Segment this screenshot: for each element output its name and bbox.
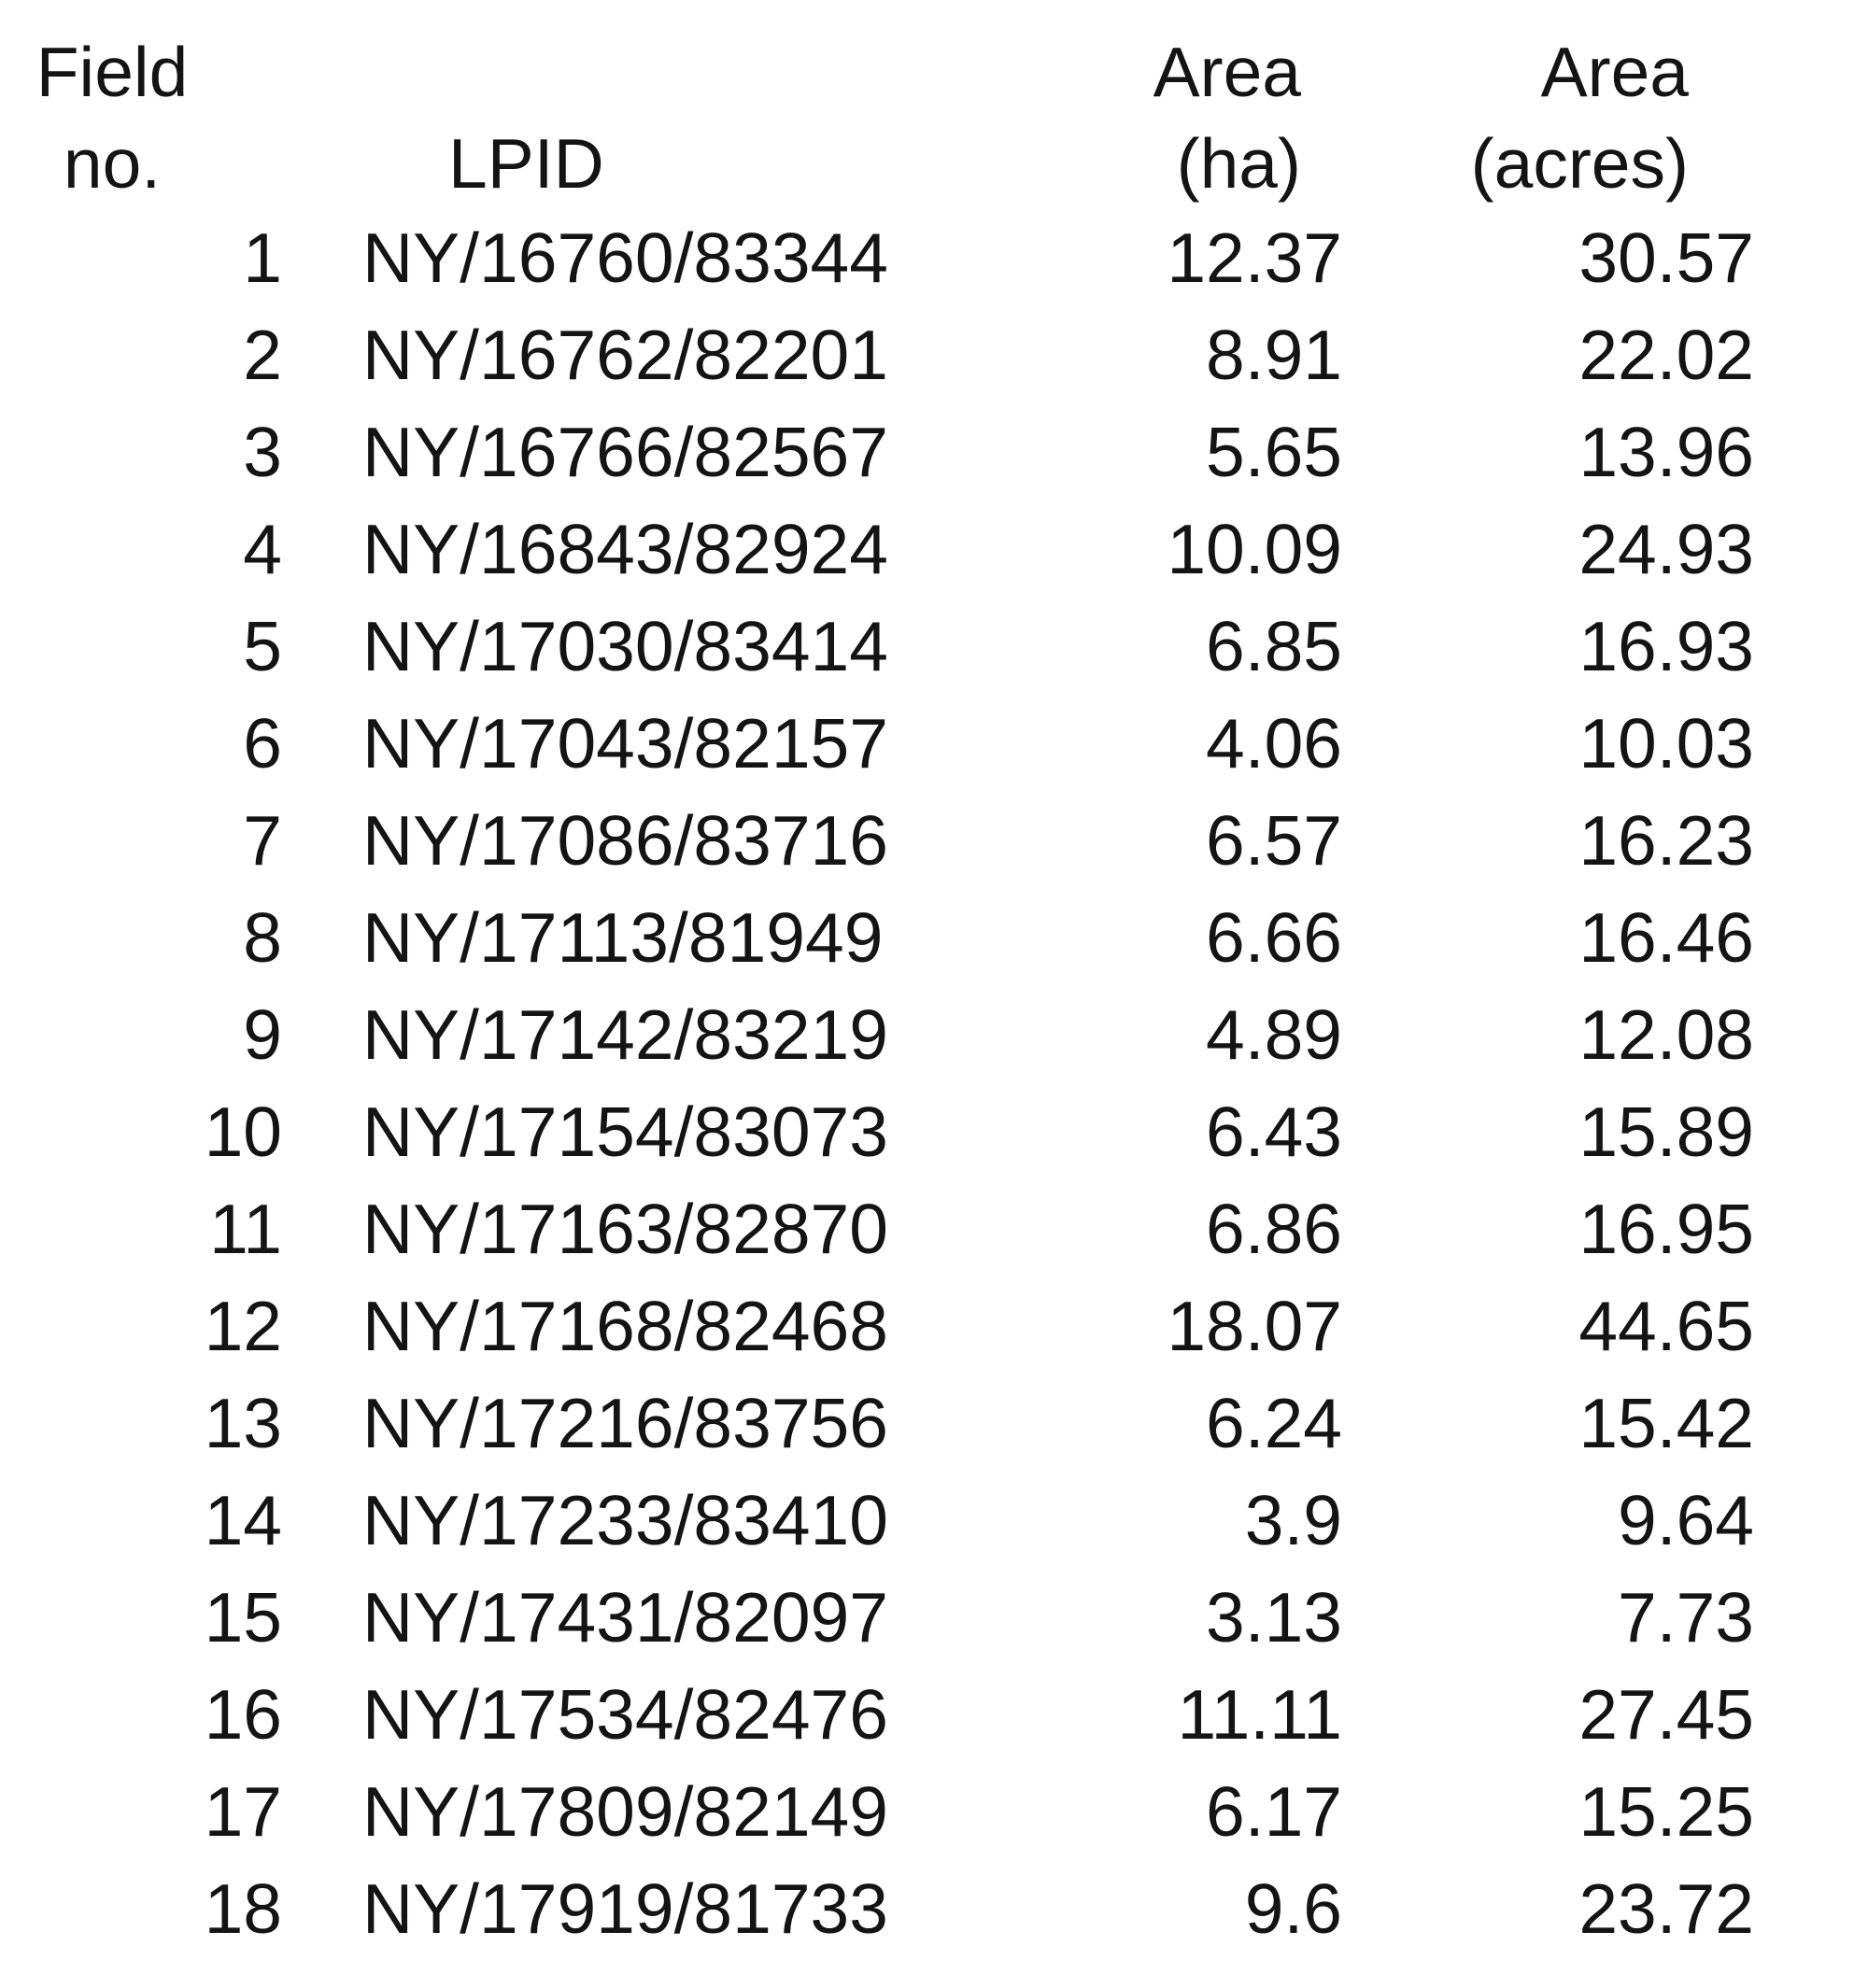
row-spacer — [1765, 501, 1868, 598]
area-ha-cell: 6.85 — [1206, 607, 1342, 685]
table-row — [0, 889, 1868, 986]
area-acres-cell: 24.93 — [1578, 510, 1754, 588]
lpid-cell: NY/17809/82149 — [362, 1772, 888, 1851]
row-spacer — [1765, 889, 1868, 986]
table-body — [0, 209, 1868, 1957]
field-no-cell: 7 — [243, 801, 282, 880]
lpid-cell: NY/17919/81733 — [362, 1869, 888, 1948]
row-spacer — [1765, 1666, 1868, 1763]
field-no-cell: 13 — [204, 1384, 282, 1462]
table-row — [0, 1569, 1868, 1666]
lpid-cell: NY/17113/81949 — [362, 898, 884, 977]
lpid-cell: NY/17030/83414 — [362, 607, 888, 685]
lpid-cell: NY/17086/83716 — [362, 801, 888, 880]
header-row — [0, 26, 1868, 209]
row-spacer — [1765, 792, 1868, 889]
field-no-cell: 11 — [209, 1190, 282, 1268]
area-acres-cell: 16.23 — [1578, 801, 1754, 880]
table-row — [0, 1666, 1868, 1763]
area-acres-cell: 15.42 — [1578, 1384, 1754, 1462]
field-no-cell: 9 — [243, 995, 282, 1074]
area-ha-cell: 18.07 — [1167, 1287, 1342, 1365]
row-spacer — [1765, 598, 1868, 695]
area-acres-cell: 30.57 — [1578, 219, 1754, 297]
lpid-cell: NY/17043/82157 — [362, 704, 888, 783]
field-no-cell: 3 — [243, 413, 282, 491]
table-row — [0, 306, 1868, 403]
table-row — [0, 1375, 1868, 1472]
field-no-cell: 14 — [204, 1481, 282, 1559]
area-ha-cell: 6.43 — [1206, 1093, 1342, 1171]
area-acres-cell: 10.03 — [1578, 704, 1754, 783]
area-acres-cell: 16.93 — [1578, 607, 1754, 685]
area-acres-cell: 13.96 — [1578, 413, 1754, 491]
field-no-cell: 1 — [243, 219, 282, 297]
row-spacer — [1765, 1180, 1868, 1277]
area-acres-header-line2: (acres) — [1470, 124, 1689, 203]
lpid-cell: NY/17142/83219 — [362, 995, 888, 1074]
field-no-cell: 12 — [204, 1287, 282, 1365]
row-spacer — [1765, 695, 1868, 792]
area-ha-cell: 3.13 — [1206, 1578, 1342, 1657]
area-ha-cell: 6.17 — [1206, 1772, 1342, 1851]
table-row — [0, 403, 1868, 501]
table-row — [0, 1763, 1868, 1860]
area-acres-cell: 44.65 — [1578, 1287, 1754, 1365]
table-row — [0, 986, 1868, 1083]
row-spacer — [1765, 209, 1868, 306]
lpid-cell: NY/16762/82201 — [362, 316, 888, 394]
lpid-cell: NY/17233/83410 — [362, 1481, 888, 1559]
area-ha-cell: 9.6 — [1244, 1869, 1342, 1948]
field-no-cell: 17 — [204, 1772, 282, 1851]
field-no-cell: 18 — [204, 1869, 282, 1948]
row-spacer — [1765, 306, 1868, 403]
area-ha-cell: 4.06 — [1206, 704, 1342, 783]
table-row — [0, 792, 1868, 889]
field-no-cell: 16 — [204, 1675, 282, 1754]
table-row — [0, 1277, 1868, 1375]
area-ha-cell: 10.09 — [1167, 510, 1342, 588]
lpid-cell: NY/17168/82468 — [362, 1287, 888, 1365]
row-spacer — [1765, 1375, 1868, 1472]
field-no-cell: 2 — [243, 316, 282, 394]
area-ha-cell: 5.65 — [1206, 413, 1342, 491]
lpid-cell: NY/16766/82567 — [362, 413, 888, 491]
row-spacer — [1765, 986, 1868, 1083]
area-ha-cell: 8.91 — [1206, 316, 1342, 394]
area-acres-cell: 12.08 — [1578, 995, 1754, 1074]
lpid-cell: NY/17534/82476 — [362, 1675, 888, 1754]
table-row — [0, 1083, 1868, 1180]
row-spacer — [1765, 1277, 1868, 1375]
table-row — [0, 1472, 1868, 1569]
table-header — [0, 26, 1868, 209]
area-ha-cell: 11.11 — [1177, 1675, 1342, 1754]
table-row — [0, 209, 1868, 306]
lpid-cell: NY/17216/83756 — [362, 1384, 888, 1462]
field-no-cell: 4 — [243, 510, 282, 588]
lpid-cell: NY/16843/82924 — [362, 510, 888, 588]
lpid-cell: NY/16760/83344 — [362, 219, 888, 297]
area-acres-cell: 23.72 — [1578, 1869, 1754, 1948]
lpid-cell: NY/17163/82870 — [362, 1190, 888, 1268]
area-ha-cell: 6.86 — [1206, 1190, 1342, 1268]
area-acres-cell: 16.46 — [1578, 898, 1754, 977]
area-acres-cell: 15.25 — [1578, 1772, 1754, 1851]
row-spacer — [1765, 1472, 1868, 1569]
area-acres-header-line1: Area — [1540, 33, 1689, 111]
lpid-cell: NY/17431/82097 — [362, 1578, 888, 1657]
row-spacer — [1765, 1569, 1868, 1666]
lpid-header — [290, 26, 906, 209]
area-acres-cell: 15.89 — [1578, 1093, 1754, 1171]
field-no-cell: 6 — [243, 704, 282, 783]
area-acres-cell: 9.64 — [1618, 1481, 1754, 1559]
lpid-cell: NY/17154/83073 — [362, 1093, 888, 1171]
row-spacer — [1765, 1763, 1868, 1860]
area-ha-cell: 6.24 — [1206, 1384, 1342, 1462]
area-ha-cell: 4.89 — [1206, 995, 1342, 1074]
row-spacer — [1765, 403, 1868, 501]
table-row — [0, 501, 1868, 598]
lpid-header-label: LPID — [448, 124, 604, 203]
area-ha-header-line1: Area — [1153, 33, 1301, 111]
field-no-cell: 5 — [243, 607, 282, 685]
area-ha-header-line2: (ha) — [1176, 124, 1301, 203]
field-no-cell: 8 — [243, 898, 282, 977]
table-row — [0, 598, 1868, 695]
table-row — [0, 1180, 1868, 1277]
table-row — [0, 695, 1868, 792]
header-spacer — [1765, 26, 1868, 209]
area-ha-cell: 12.37 — [1167, 219, 1342, 297]
row-spacer — [1765, 1860, 1868, 1957]
field-no-header-line1: Field — [35, 33, 189, 111]
area-ha-cell: 6.57 — [1206, 801, 1342, 880]
field-area-table — [0, 26, 1868, 1957]
area-acres-cell: 22.02 — [1578, 316, 1754, 394]
field-no-cell: 15 — [204, 1578, 282, 1657]
area-acres-header — [1350, 26, 1765, 209]
area-ha-header — [906, 26, 1350, 209]
area-ha-cell: 3.9 — [1244, 1481, 1342, 1559]
area-ha-cell: 6.66 — [1206, 898, 1342, 977]
area-acres-cell: 16.95 — [1578, 1190, 1754, 1268]
field-no-header-line2: no. — [63, 124, 162, 203]
area-acres-cell: 7.73 — [1618, 1578, 1754, 1657]
field-no-cell: 10 — [204, 1093, 282, 1171]
field-no-header — [0, 26, 290, 209]
area-acres-cell: 27.45 — [1578, 1675, 1754, 1754]
table-row — [0, 1860, 1868, 1957]
row-spacer — [1765, 1083, 1868, 1180]
